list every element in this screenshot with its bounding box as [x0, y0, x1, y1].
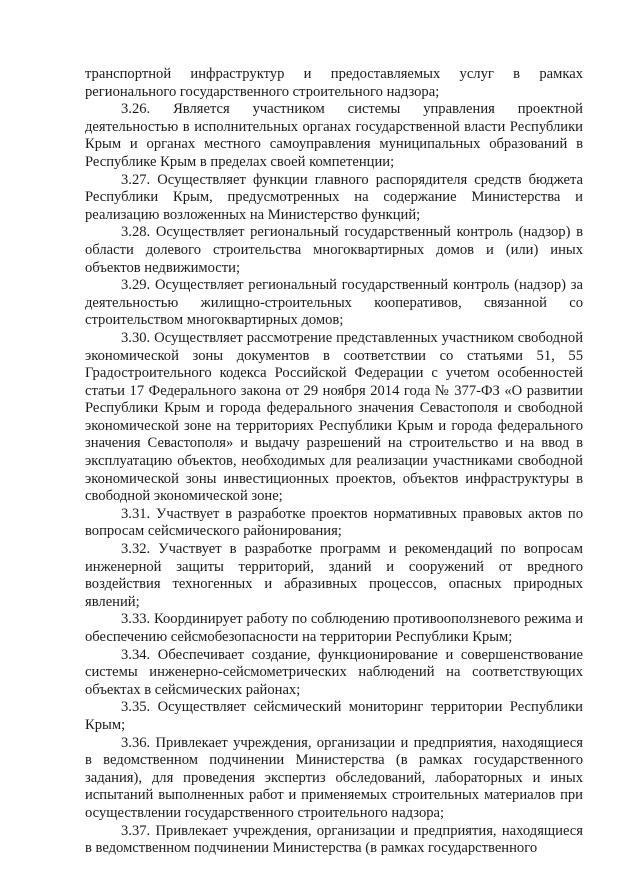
- paragraph-3-27: 3.27. Осуществляет функции главного распорядителя средств бюджета Республики Крым, предусмотренных на содержание Министерства и реализацию возложенных на Министерство функций;: [85, 171, 583, 223]
- paragraph-3-33: 3.33. Координирует работу по соблюдению противооползневого режима и обеспечению сейсмобезопасности на территории Республики Крым;: [85, 611, 583, 645]
- paragraph-3-31: 3.31. Участвует в разработке проектов нормативных правовых актов по вопросам сейсмического районирования;: [85, 505, 583, 540]
- document-page: [85, 66, 583, 858]
- paragraph-3-29: 3.29. Осуществляет региональный государственный контроль (надзор) за деятельностью жилищно-строительных кооперативов, связанной со строительством многоквартирных домов;: [85, 277, 583, 329]
- paragraph-3-32: 3.32. Участвует в разработке программ и рекомендаций по вопросам инженерной защиты территорий, зданий и сооружений от вредного воздействия техногенных и абразивных процессов, опасных природных явлений;: [85, 541, 583, 610]
- paragraph-3-30: 3.30. Осуществляет рассмотрение представленных участником свободной экономической зоны документов в соответствии со статьями 51, 55 Градостроительного кодекса Российской Федерации с учетом особенностей статьи 17 Федерального закона от 29 ноября 2014 года № 377-ФЗ «О развитии Республики Крым и города федерального значения Севастополя и свободной экономической зоне на территориях Республики Крым и города федерального значения Севастополя» и выдачу разрешений на строительство и на ввод в эксплуатацию объектов, необходимых для реализации участниками свободной экономической зоны инвестиционных проектов, объектов инфраструктуры в свободной экономической зоне;: [85, 329, 583, 505]
- paragraph-3-34: 3.34. Обеспечивает создание, функционирование и совершенствование системы инженерно-сейсмометрических наблюдений на соответствующих объектах в сейсмических районах;: [85, 646, 583, 698]
- paragraph-3-28: 3.28. Осуществляет региональный государственный контроль (надзор) в области долевого строительства многоквартирных домов и (или) иных объектов недвижимости;: [85, 224, 583, 276]
- paragraph-3-35: 3.35. Осуществляет сейсмический мониторинг территории Республики Крым;: [85, 699, 583, 733]
- paragraph-continuation: транспортной инфраструктур и предоставляемых услуг в рамках регионального государственного строительного надзора;: [85, 66, 583, 100]
- paragraph-3-36: 3.36. Привлекает учреждения, организации и предприятия, находящиеся в ведомственном подчинении Министерства (в рамках государственного задания), для проведения экспертиз обследований, лабораторных и иных испытаний выполненных работ и применяемых строительных материалов при осуществлении государственного строительного надзора;: [85, 734, 583, 821]
- paragraph-3-26: 3.26. Является участником системы управления проектной деятельностью в исполнительных органах государственной власти Республики Крым и органах местного самоуправления муниципальных образований в Республике Крым в пределах своей компетенции;: [85, 101, 583, 170]
- paragraph-3-37: 3.37. Привлекает учреждения, организации и предприятия, находящиеся в ведомственном подчинении Министерства (в рамках государственного: [85, 822, 583, 857]
